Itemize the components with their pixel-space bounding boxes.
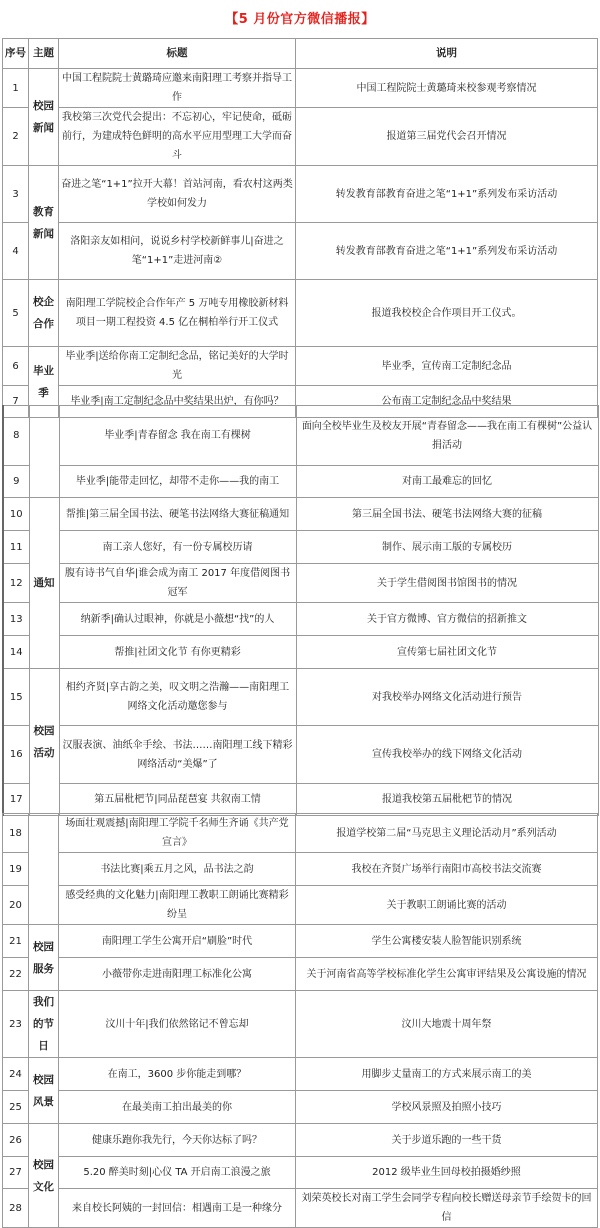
row-desc: 对我校举办网络文化活动进行预告 [296, 669, 598, 726]
row-desc: 毕业季，宣传南工定制纪念品 [296, 347, 598, 386]
table-row [3, 853, 598, 886]
topic-cell-empty [29, 406, 59, 498]
table-row [3, 925, 598, 958]
table-row [3, 564, 598, 603]
row-seq: 7 [3, 386, 29, 418]
column-header-desc: 说明 [296, 39, 598, 69]
table-row [3, 814, 598, 853]
row-seq: 9 [3, 466, 29, 498]
table-row [3, 108, 598, 166]
row-title: 在最美南工拍出最美的你 [59, 1091, 296, 1124]
row-desc: 关于官方微博、官方微信的招新推文 [296, 603, 598, 636]
row-title: 纳新季|确认过眼神，你就是小薇想“找”的人 [59, 603, 296, 636]
row-desc: 2012 级毕业生回母校拍摄婚纱照 [296, 1157, 598, 1189]
topic-cell: 通知 [29, 498, 59, 669]
row-title: 毕业季|能带走回忆，却带不走你——我的南工 [59, 466, 296, 498]
row-seq: 4 [3, 223, 29, 280]
row-seq: 1 [3, 69, 29, 108]
row-desc: 关于学生借阅图书馆图书的情况 [296, 564, 598, 603]
row-title: 南阳理工学院校企合作年产 5 万吨专用橡胶新材料项目一期工程投资 4.5 亿在桐柏举行开工仪式 [59, 280, 296, 347]
table-row [3, 1189, 598, 1228]
table-row [3, 347, 598, 386]
row-title: 南工亲人您好，有一份专属校历请 [59, 531, 296, 564]
row-title: 毕业季|南工定制纪念品中奖结果出炉，有你吗？ [59, 386, 296, 418]
topic-cell: 校园文化 [29, 1124, 59, 1228]
row-desc: 学校风景照及拍照小技巧 [296, 1091, 598, 1124]
row-desc: 报道第三届党代会召开情况 [296, 108, 598, 166]
table-row [3, 603, 598, 636]
table-row [3, 280, 598, 347]
table-row [3, 636, 598, 669]
row-title: 汉服表演、油纸伞手绘、书法……南阳理工线下精彩网络活动“美爆”了 [59, 726, 296, 784]
row-desc: 制作、展示南工版的专属校历 [296, 531, 598, 564]
table-row [3, 1091, 598, 1124]
row-title: 南阳理工学生公寓开启“刷脸”时代 [59, 925, 296, 958]
row-seq: 25 [3, 1091, 29, 1124]
topic-cell: 校园活动 [29, 669, 59, 816]
row-seq: 28 [3, 1189, 29, 1228]
row-title: 汶川十年|我们依然铭记不曾忘却 [59, 991, 296, 1058]
row-desc: 刘荣英校长对南工学生会同学专程向校长赠送母亲节手绘贺卡的回信 [296, 1189, 598, 1228]
topic-cell: 我们的节日 [29, 991, 59, 1058]
row-title: 奋进之笔“1+1”拉开大幕！首站河南，看农村这两类学校如何发力 [59, 166, 296, 223]
row-desc: 关于教职工朗诵比赛的活动 [296, 886, 598, 925]
row-seq: 20 [3, 886, 29, 925]
row-desc: 我校在齐贤广场举行南阳市高校书法交流赛 [296, 853, 598, 886]
topic-cell: 毕业季 [29, 347, 59, 418]
topic-cell: 教育新闻 [29, 166, 59, 280]
table-row [3, 166, 598, 223]
row-seq: 3 [3, 166, 29, 223]
row-seq: 11 [3, 531, 29, 564]
table-row [3, 1124, 598, 1157]
document-title: 【5 月份官方微信播报】 [225, 12, 375, 27]
row-seq: 5 [3, 280, 29, 347]
row-title: 洛阳亲友如相问，说说乡村学校新鲜事儿|奋进之笔“1+1”走进河南② [59, 223, 296, 280]
row-title: 毕业季|送给你南工定制纪念品，铭记美好的大学时光 [59, 347, 296, 386]
row-title: 毕业季|青春留念 我在南工有棵树 [59, 406, 296, 466]
row-desc: 汶川大地震十周年祭 [296, 991, 598, 1058]
table-header-row [3, 39, 598, 69]
row-desc: 学生公寓楼安装人脸智能识别系统 [296, 925, 598, 958]
table-row [3, 1058, 598, 1091]
row-seq: 24 [3, 1058, 29, 1091]
row-desc: 转发教育部教育奋进之笔“1+1”系列发布采访活动 [296, 166, 598, 223]
row-seq: 12 [3, 564, 29, 603]
topic-cell: 校企合作 [29, 280, 59, 347]
row-desc: 公布南工定制纪念品中奖结果 [296, 386, 598, 418]
row-title: 在南工，3600 步你能走到哪？ [59, 1058, 296, 1091]
table-row [3, 784, 598, 816]
broadcast-table-part-2 [2, 405, 599, 816]
row-title: 健康乐跑你我先行，今天你达标了吗？ [59, 1124, 296, 1157]
column-header-topic: 主题 [29, 39, 59, 69]
row-seq: 18 [3, 814, 29, 853]
row-desc: 宣传第七届社团文化节 [296, 636, 598, 669]
row-desc: 对南工最难忘的回忆 [296, 466, 598, 498]
table-row [3, 498, 598, 531]
row-seq: 15 [3, 669, 29, 726]
table-row [3, 669, 598, 726]
table-row [3, 886, 598, 925]
row-title: 5.20 醉美时刻|心仪 TA 开启南工浪漫之旅 [59, 1157, 296, 1189]
broadcast-table-part-1 [2, 38, 598, 418]
topic-cell-empty [29, 814, 59, 925]
table-row [3, 531, 598, 564]
table-row [3, 223, 598, 280]
row-desc: 关于河南省高等学校标准化学生公寓审评结果及公寓设施的情况 [296, 958, 598, 991]
row-seq: 13 [3, 603, 29, 636]
row-desc: 中国工程院院士黄璐琦来校参观考察情况 [296, 69, 598, 108]
topic-cell: 校园风景 [29, 1058, 59, 1124]
table-row [3, 69, 598, 108]
row-desc: 关于步道乐跑的一些干货 [296, 1124, 598, 1157]
row-seq: 8 [3, 406, 29, 466]
topic-cell: 校园新闻 [29, 69, 59, 166]
table-row [3, 406, 598, 466]
row-seq: 22 [3, 958, 29, 991]
row-title: 书法比赛|乘五月之风，品书法之韵 [59, 853, 296, 886]
row-desc: 报道学校第二届“马克思主义理论活动月”系列活动 [296, 814, 598, 853]
row-desc: 报道我校校企合作项目开工仪式。 [296, 280, 598, 347]
row-title: 帮推|社团文化节 有你更精彩 [59, 636, 296, 669]
row-desc: 宣传我校举办的线下网络文化活动 [296, 726, 598, 784]
row-seq: 19 [3, 853, 29, 886]
table-row [3, 726, 598, 784]
row-seq: 23 [3, 991, 29, 1058]
table-row [3, 991, 598, 1058]
table-row [3, 958, 598, 991]
row-seq: 14 [3, 636, 29, 669]
row-desc: 用脚步丈量南工的方式来展示南工的美 [296, 1058, 598, 1091]
row-title: 腹有诗书气自华|谁会成为南工 2017 年度借阅图书冠军 [59, 564, 296, 603]
row-seq: 6 [3, 347, 29, 386]
topic-cell: 校园服务 [29, 925, 59, 991]
row-seq: 17 [3, 784, 29, 816]
row-title: 来自校长阿姨的一封回信：相遇南工是一种缘分 [59, 1189, 296, 1228]
row-seq: 10 [3, 498, 29, 531]
row-title: 第五届枇杷节|同品琵琶宴 共叙南工情 [59, 784, 296, 816]
row-title: 我校第三次党代会提出：不忘初心，牢记使命，砥砺前行，为建成特色鲜明的高水平应用型理工大学而奋斗 [59, 108, 296, 166]
column-header-title: 标题 [59, 39, 296, 69]
row-title: 相约齐贤|享古韵之美，叹文明之浩瀚——南阳理工网络文化活动邀您参与 [59, 669, 296, 726]
row-title: 帮推|第三届全国书法、硬笔书法网络大赛征稿通知 [59, 498, 296, 531]
row-seq: 16 [3, 726, 29, 784]
row-title: 感受经典的文化魅力|南阳理工教职工朗诵比赛精彩纷呈 [59, 886, 296, 925]
row-desc: 转发教育部教育奋进之笔“1+1”系列发布采访活动 [296, 223, 598, 280]
row-seq: 27 [3, 1157, 29, 1189]
row-title: 中国工程院院士黄璐琦应邀来南阳理工考察并指导工作 [59, 69, 296, 108]
row-desc: 面向全校毕业生及校友开展“青春留念——我在南工有棵树”公益认捐活动 [296, 406, 598, 466]
row-seq: 26 [3, 1124, 29, 1157]
row-title: 小薇带你走进南阳理工标准化公寓 [59, 958, 296, 991]
table-row [3, 466, 598, 498]
row-title: 场面壮观震撼|南阳理工学院千名师生齐诵《共产党宣言》 [59, 814, 296, 853]
row-seq: 21 [3, 925, 29, 958]
row-desc: 第三届全国书法、硬笔书法网络大赛的征稿 [296, 498, 598, 531]
row-desc: 报道我校第五届枇杷节的情况 [296, 784, 598, 816]
row-seq: 2 [3, 108, 29, 166]
column-header-seq: 序号 [3, 39, 29, 69]
broadcast-table-part-3 [2, 813, 598, 1228]
table-row [3, 1157, 598, 1189]
